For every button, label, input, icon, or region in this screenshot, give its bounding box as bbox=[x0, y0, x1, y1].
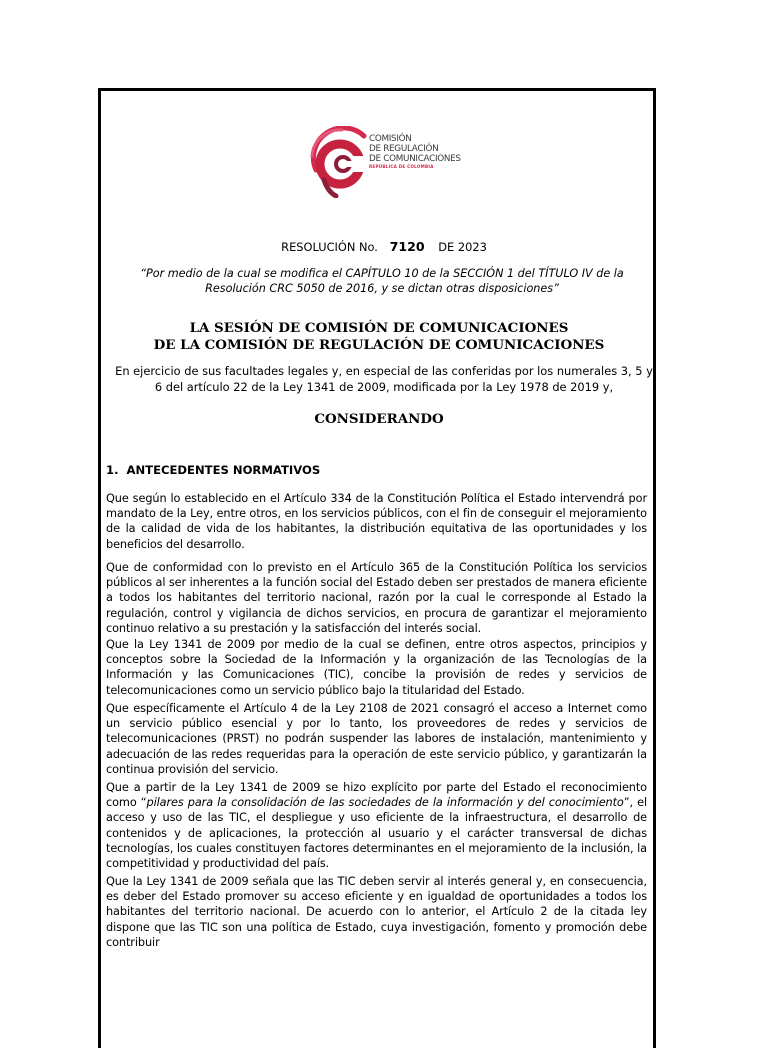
section-number: 1. bbox=[106, 463, 119, 477]
heading-line-1: LA SESIÓN DE COMISIÓN DE COMUNICACIONES bbox=[189, 320, 569, 336]
paragraph-4: Que específicamente el Artículo 4 de la Ley 2108 de 2021 consagró el acceso a Internet como un servicio público esencial y por lo tanto, los proveedores de redes y servicios de telecomunicaciones (PRST) no podrán suspender las labores de instalación, mantenimiento y adecuación de las redes requeridas para la operación de este servicio público, y garantizarán la continua provisión del servicio. bbox=[106, 702, 647, 776]
resolution-line bbox=[0, 239, 768, 254]
paragraph-1: Que según lo establecido en el Artículo 334 de la Constitución Política el Estado intervendrá por mandato de la Ley, entre otros, en los servicios públicos, con el fin de conseguir el mejoramiento de la calidad de vida de los habitantes, la distribución equitativa de las oportunidades y los beneficios del desarrollo. bbox=[106, 492, 647, 551]
paragraph-6: Que la Ley 1341 de 2009 señala que las TIC deben servir al interés general y, en consecuencia, es deber del Estado promover su acceso eficiente y en igualdad de oportunidades a todos los habitantes del territorio nacional. De acuerdo con lo anterior, el Artículo 2 de la citada ley dispone que las TIC son una política de Estado, cuya investigación, fomento y promoción debe contribuir bbox=[106, 875, 647, 949]
heading-line-2: DE LA COMISIÓN DE REGULACIÓN DE COMUNICACIONES bbox=[153, 337, 605, 353]
logo-line-3: DE COMUNICACIONES bbox=[369, 154, 461, 164]
faculty-text: En ejercicio de sus facultades legales y, en especial de las conferidas por los numerales 3, 5 y 6 del artículo 22 de la Ley 1341 de 2009, modificada por la Ley 1978 de 2019 y, bbox=[115, 364, 653, 394]
section-title: ANTECEDENTES NORMATIVOS bbox=[126, 463, 321, 477]
paragraph-3: Que la Ley 1341 de 2009 por medio de la cual se definen, entre otros aspectos, principios y conceptos sobre la Sociedad de la Información y la organización de las Tecnologías de la Información y las Comunicaciones (TIC), concibe la provisión de redes y servicios de telecomunicaciones como un servicio público bajo la titularidad del Estado. bbox=[106, 638, 647, 697]
logo-wordmark bbox=[369, 134, 461, 170]
resolution-number: 7120 bbox=[389, 239, 425, 254]
paragraph-5-end: ”, el acceso y uso de las TIC, el despliegue y uso eficiente de la infraestructura, el desarrollo de contenidos y de aplicaciones, la protección al usuario y el carácter transversal de dichas tecnologías, los cuales constituyen factores determinantes en el mejoramiento de la inclusión, la competitividad y productividad del país. bbox=[106, 796, 647, 871]
logo-line-1: COMISIÓN bbox=[369, 134, 412, 144]
logo-country: REPÚBLICA DE COLOMBIA bbox=[369, 164, 434, 169]
logo-line-2: DE REGULACIÓN bbox=[369, 144, 439, 154]
resolution-year: DE 2023 bbox=[438, 240, 487, 254]
paragraph-5-quote: pilares para la consolidación de las sociedades de la información y del conocimiento bbox=[146, 796, 624, 810]
resolution-prefix: RESOLUCIÓN No. bbox=[281, 240, 378, 254]
paragraph-5 bbox=[106, 780, 647, 871]
resolution-subtitle: “Por medio de la cual se modifica el CAPÍTULO 10 de la SECCIÓN 1 del TÍTULO IV de la Resolución CRC 5050 de 2016, y se dictan otras disposiciones” bbox=[140, 267, 624, 295]
paragraph-2: Que de conformidad con lo previsto en el Artículo 365 de la Constitución Política los servicios públicos al ser inherentes a la función social del Estado deben ser prestados de manera eficiente a todos los habitantes del territorio nacional, razón por la cual le corresponde al Estado la regulación, control y vigilancia de dichos servicios, en procura de garantizar el mejoramiento continuo relativo a su prestación y la satisfacción del interés social. bbox=[106, 561, 647, 635]
considerando-heading: CONSIDERANDO bbox=[314, 411, 444, 427]
paragraph-5-start: Que a partir de la Ley 1341 de 2009 se hizo explícito por parte del Estado el reconocimiento como “ bbox=[106, 781, 647, 810]
section-heading bbox=[106, 463, 320, 477]
document-heading bbox=[100, 320, 658, 354]
